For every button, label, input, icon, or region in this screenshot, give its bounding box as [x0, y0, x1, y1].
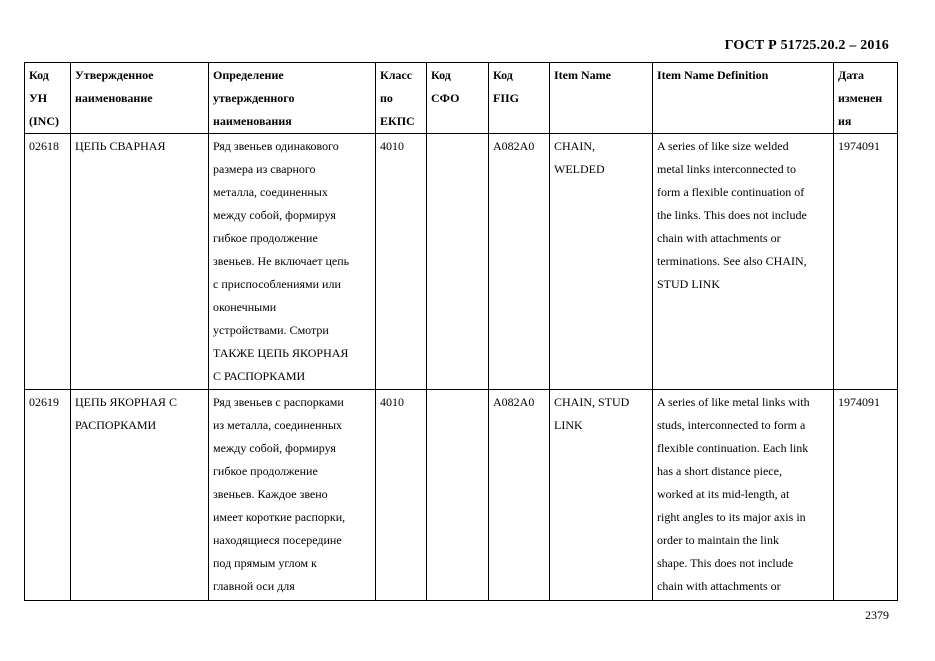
sfo-code-cell	[427, 390, 489, 601]
inc-code-cell: 02619	[25, 390, 71, 601]
fiig-code-cell: A082A0	[489, 134, 550, 390]
document-standard-title: ГОСТ Р 51725.20.2 – 2016	[724, 38, 889, 53]
item-name-cell: CHAIN, STUD LINK	[550, 390, 653, 601]
fiig-code-cell: A082A0	[489, 390, 550, 601]
approved-name-cell: ЦЕПЬ СВАРНАЯ	[71, 134, 209, 390]
header-name-definition: Определение утвержденного наименования	[209, 63, 376, 134]
header-inc-code: Код УН (INC)	[25, 63, 71, 134]
header-item-name-definition: Item Name Definition	[653, 63, 834, 134]
table-header-row	[25, 63, 898, 134]
item-name-catalog-table	[24, 62, 898, 601]
change-date-cell: 1974091	[834, 134, 898, 390]
ekps-class-cell: 4010	[376, 390, 427, 601]
page-number: 2379	[865, 608, 889, 622]
sfo-code-cell	[427, 134, 489, 390]
header-sfo-code: Код СФО	[427, 63, 489, 134]
header-approved-name: Утвержденное наименование	[71, 63, 209, 134]
item-definition-cell: A series of like metal links with studs, interconnected to form a flexible continuation. Each link has a short distance piece, worked at its mid-length, at right angles to its major axis in order to maintain the link shape. This does not include chain with attachments or	[653, 390, 834, 601]
ekps-class-cell: 4010	[376, 134, 427, 390]
header-ekps-class: Класс по ЕКПС	[376, 63, 427, 134]
definition-cell: Ряд звеньев одинакового размера из сварного металла, соединенных между собой, формируя гибкое продолжение звеньев. Не включает цепь с приспособлениями или оконечными устройствами. Смотри ТАКЖЕ ЦЕПЬ ЯКОРНАЯ С РАСПОРКАМИ	[209, 134, 376, 390]
table-row	[25, 134, 898, 390]
item-definition-cell: A series of like size welded metal links interconnected to form a flexible continuation of the links. This does not include chain with attachments or terminations. See also CHAIN, STUD LINK	[653, 134, 834, 390]
inc-code-cell: 02618	[25, 134, 71, 390]
header-item-name: Item Name	[550, 63, 653, 134]
definition-cell: Ряд звеньев с распорками из металла, соединенных между собой, формируя гибкое продолжение звеньев. Каждое звено имеет короткие распорки, находящиеся посередине под прямым углом к главной оси для	[209, 390, 376, 601]
table-row	[25, 390, 898, 601]
approved-name-cell: ЦЕПЬ ЯКОРНАЯ С РАСПОРКАМИ	[71, 390, 209, 601]
header-fiig-code: Код FIIG	[489, 63, 550, 134]
change-date-cell: 1974091	[834, 390, 898, 601]
item-name-cell: CHAIN, WELDED	[550, 134, 653, 390]
header-change-date: Дата изменен ия	[834, 63, 898, 134]
